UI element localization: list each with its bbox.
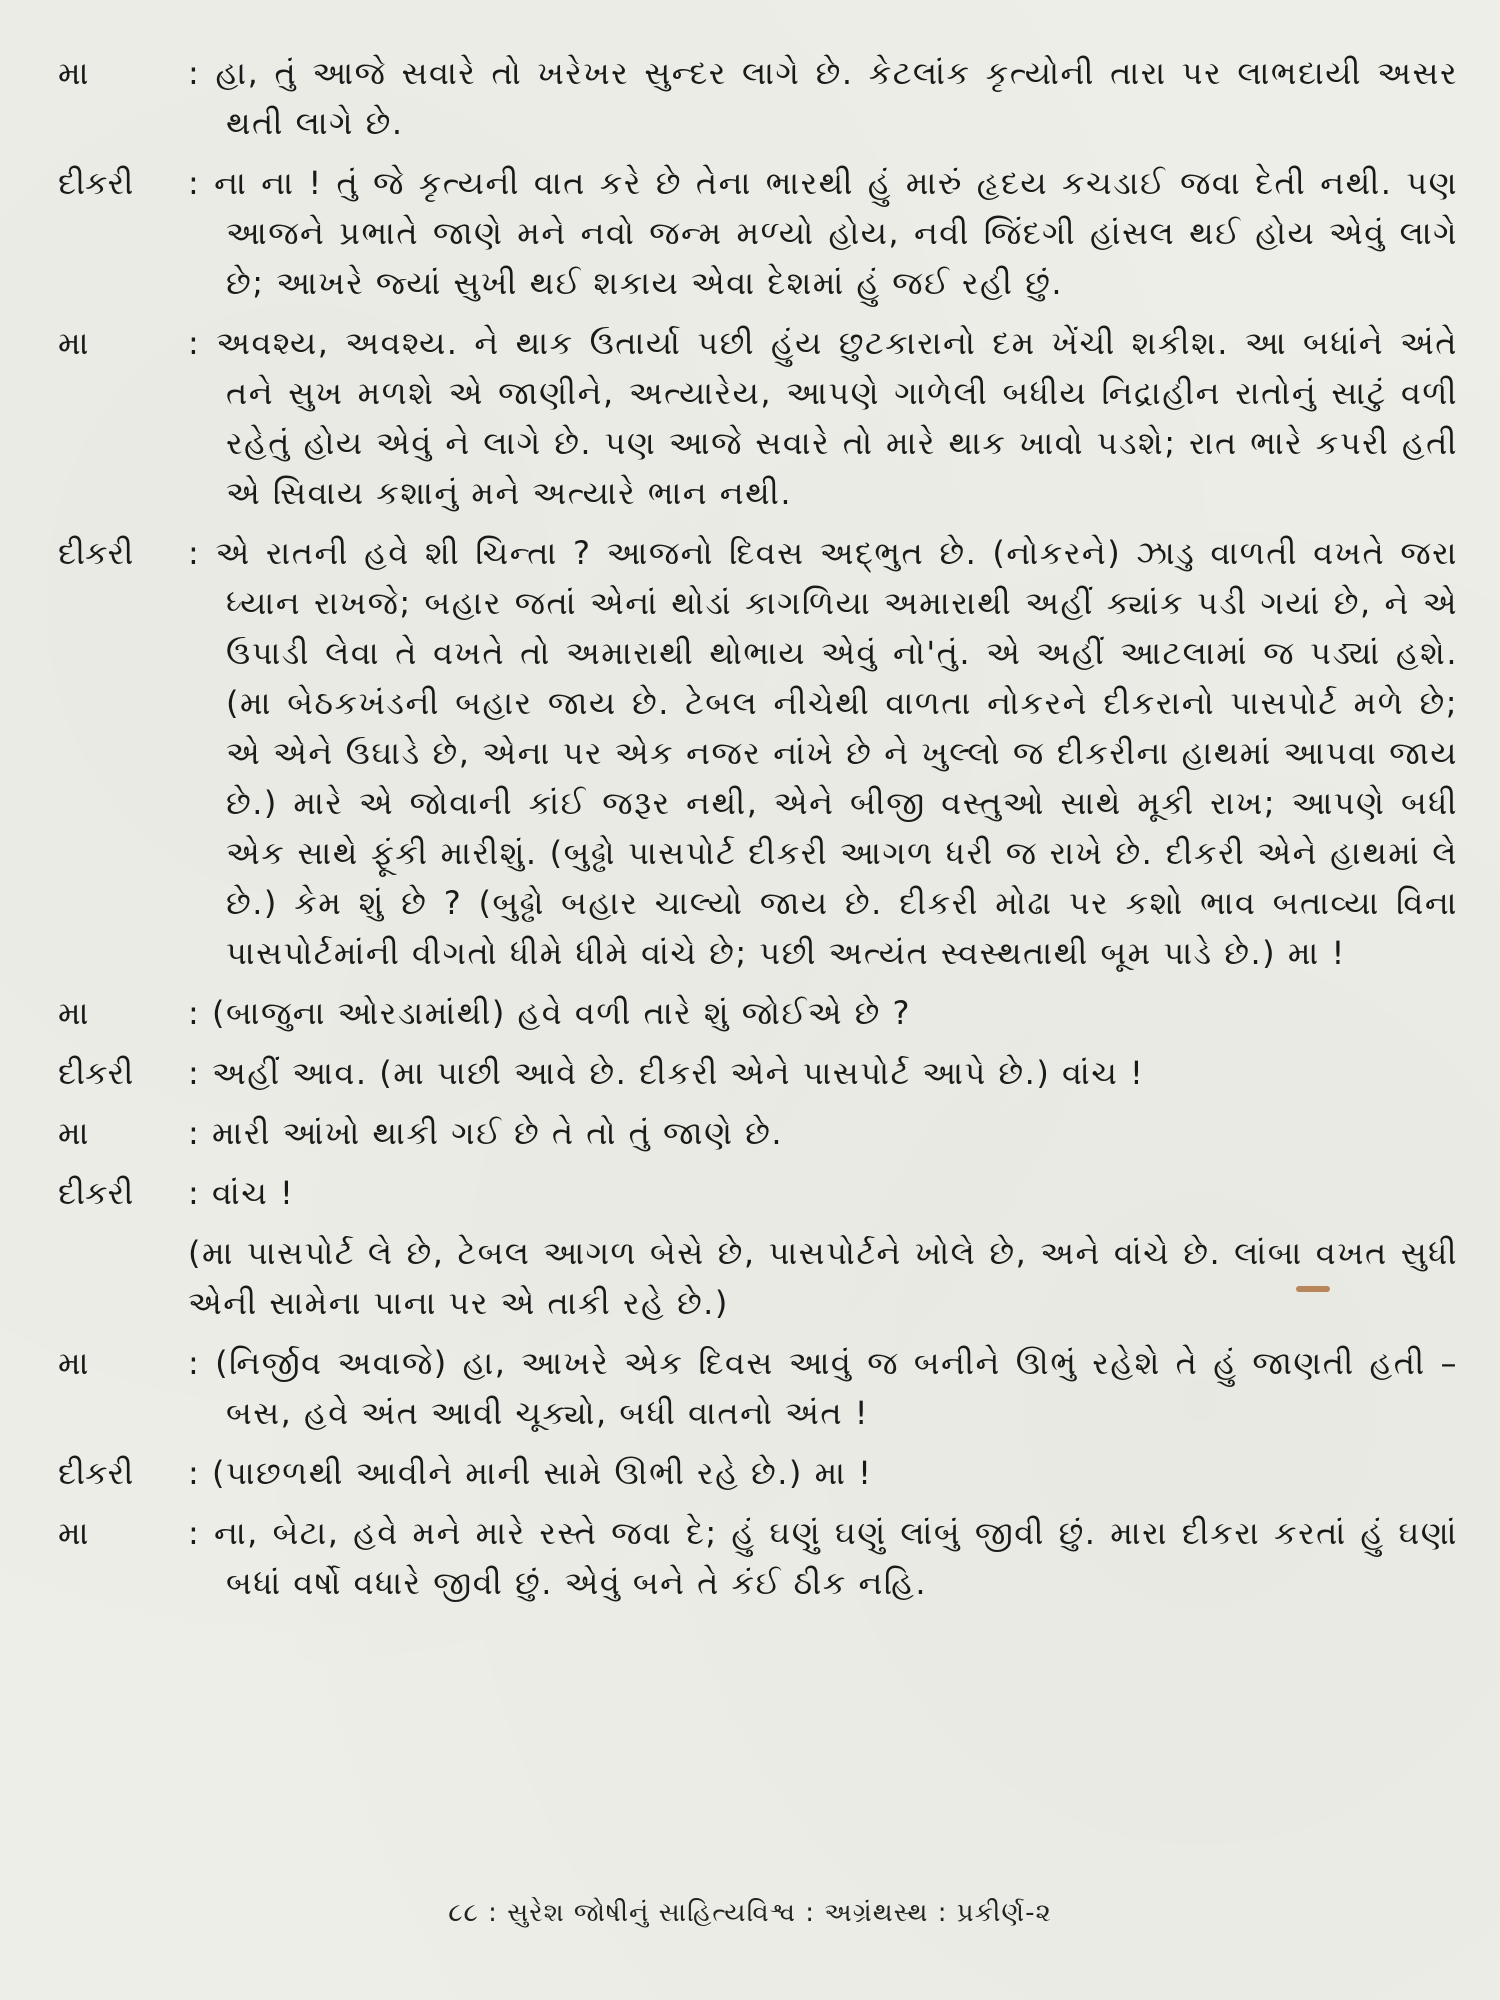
speech-text: : એ રાતની હવે શી ચિન્તા ? આજનો દિવસ અદ્ભુત છે. (નોકરને) ઝાડુ વાળતી વખતે જરા ધ્યાન રાખજે; બહાર જતાં એનાં થોડાં કાગળિયા અમારાથી અહીં ક્યાંક પડી ગયાં છે, ને એ ઉપાડી લેવા તે વખતે તો અમારાથી થોભાય એવું નો'તું. એ અહીં આટલામાં જ પડ્યાં હશે. (મા બેઠકખંડની બહાર જાય છે. ટેબલ નીચેથી વાળતા નોકરને દીકરાનો પાસપોર્ટ મળે છે; એ એને ઉઘાડે છે, એના પર એક નજર નાંખે છે ને ખુલ્લો જ દીકરીના હાથમાં આપવા જાય છે.) મારે એ જોવાની કાંઈ જરૂર નથી, એને બીજી વસ્તુઓ સાથે મૂકી રાખ; આપણે બધી એક સાથે ફૂંકી મારીશું. (બુઢ્ઢો પાસપોર્ટ દીકરી આગળ ધરી જ રાખે છે. દીકરી એને હાથમાં લે છે.) કેમ શું છે ? (બુઢ્ઢો બહાર ચાલ્યો જાય છે. દીકરી મોઢા પર કશો ભાવ બતાવ્યા વિના પાસપોર્ટમાંની વીગતો ધીમે ધીમે વાંચે છે; પછી અત્યંત સ્વસ્થતાથી બૂમ પાડે છે.) મા !: [188, 534, 1458, 972]
page-footer: ૮૮ : સુરેશ જોષીનું સાહિત્યવિશ્વ : અગ્રંથસ્થ : પ્રકીર્ણ-૨: [448, 1898, 1052, 1928]
dialogue-line: [58, 988, 1458, 1038]
speaker-name: દીકરી: [58, 1174, 134, 1212]
dialogue-line: [58, 318, 1458, 518]
dialogue-line: [58, 1338, 1458, 1438]
speaker-name: દીકરી: [58, 1054, 134, 1092]
dialogue-line: [58, 1168, 1458, 1218]
speaker-name: દીકરી: [58, 1454, 134, 1492]
speech-text: : મારી આંખો થાકી ગઈ છે તે તો તું જાણે છે.: [188, 1114, 784, 1152]
speech-text: : (બાજુના ઓરડામાંથી) હવે વળી તારે શું જોઈએ છે ?: [188, 994, 912, 1032]
dialogue-block: [58, 48, 1458, 1618]
dialogue-line: [58, 1108, 1458, 1158]
dialogue-line: [58, 158, 1458, 308]
speech-text: : (પાછળથી આવીને માની સામે ઊભી રહે છે.) મા !: [188, 1454, 873, 1492]
speech-text: : અહીં આવ. (મા પાછી આવે છે. દીકરી એને પાસપોર્ટ આપે છે.) વાંચ !: [188, 1054, 1145, 1092]
speaker-name: મા: [58, 54, 89, 92]
speech-text: : હા, તું આજે સવારે તો ખરેખર સુન્દર લાગે છે. કેટલાંક કૃત્યોની તારા પર લાભદાયી અસર થતી લાગે છે.: [188, 54, 1458, 142]
dialogue-line: [58, 1508, 1458, 1608]
speaker-name: દીકરી: [58, 534, 134, 572]
dialogue-line: [58, 528, 1458, 978]
dialogue-line: [58, 1448, 1458, 1498]
stage-direction-line: [58, 1228, 1458, 1328]
speaker-name: મા: [58, 1344, 89, 1382]
speaker-name: મા: [58, 1114, 89, 1152]
speech-text: : અવશ્ય, અવશ્ય. ને થાક ઉતાર્યા પછી હુંય છુટકારાનો દમ ખેંચી શકીશ. આ બધાંને અંતે તને સુખ મળશે એ જાણીને, અત્યારેય, આપણે ગાળેલી બધીય નિદ્રાહીન રાતોનું સાટું વળી રહેતું હોય એવું ને લાગે છે. પણ આજે સવારે તો મારે થાક ખાવો પડશે; રાત ભારે કપરી હતી એ સિવાય કશાનું મને અત્યારે ભાન નથી.: [188, 324, 1458, 512]
speech-text: : ના, બેટા, હવે મને મારે રસ્તે જવા દે; હું ઘણું ઘણું લાંબું જીવી છું. મારા દીકરા કરતાં હું ઘણાં બધાં વર્ષો વધારે જીવી છું. એવું બને તે કંઈ ઠીક નહિ.: [188, 1514, 1458, 1602]
dialogue-line: [58, 1048, 1458, 1098]
speech-text: : ના ના ! તું જે કૃત્યની વાત કરે છે તેના ભારથી હું મારું હૃદય કચડાઈ જવા દેતી નથી. પણ આજને પ્રભાતે જાણે મને નવો જન્મ મળ્યો હોય, નવી જિંદગી હાંસલ થઈ હોય એવું લાગે છે; આખરે જ્યાં સુખી થઈ શકાય એવા દેશમાં હું જઈ રહી છું.: [188, 164, 1458, 302]
speech-text: : વાંચ !: [188, 1174, 295, 1212]
speaker-name: દીકરી: [58, 164, 134, 202]
ink-stain: [1296, 1286, 1330, 1292]
stage-direction-text: (મા પાસપોર્ટ લે છે, ટેબલ આગળ બેસે છે, પાસપોર્ટને ખોલે છે, અને વાંચે છે. લાંબા વખત સુધી એની સામેના પાના પર એ તાકી રહે છે.): [188, 1234, 1458, 1322]
speaker-name: મા: [58, 1514, 89, 1552]
speaker-name: મા: [58, 324, 89, 362]
speech-text: : (નિર્જીવ અવાજે) હા, આખરે એક દિવસ આવું જ બનીને ઊભું રહેશે તે હું જાણતી હતી – બસ, હવે અંત આવી ચૂક્યો, બધી વાતનો અંત !: [188, 1344, 1458, 1432]
speaker-name: મા: [58, 994, 89, 1032]
dialogue-line: [58, 48, 1458, 148]
